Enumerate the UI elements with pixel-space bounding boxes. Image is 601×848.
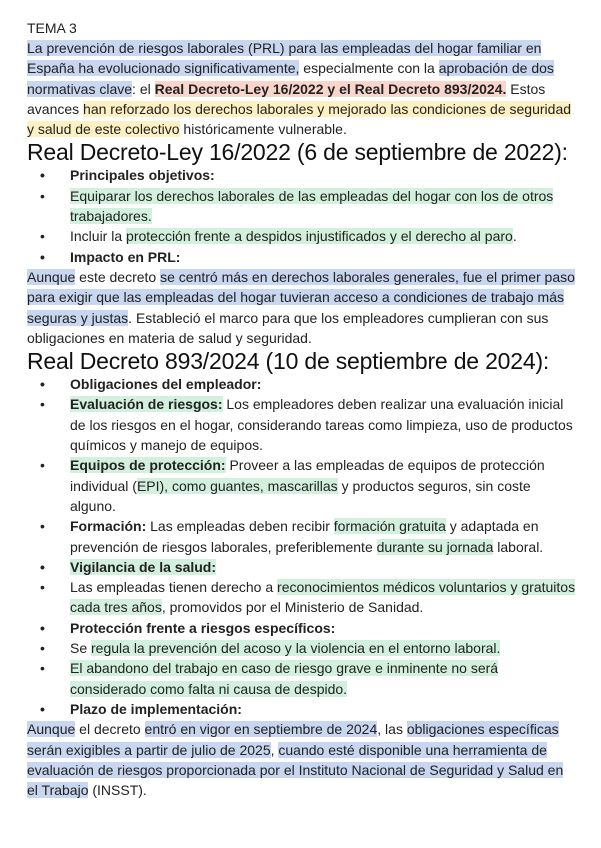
list-item: • Formación: Las empleadas deben recibir formación gratuita y adaptada en prevención de riesgos laborales, preferiblemente durante su jornada laboral. xyxy=(40,518,544,555)
list-item: • Vigilancia de la salud: xyxy=(40,558,217,575)
intro-paragraph: La prevención de riesgos laborales (PRL) para las empleadas del hogar familiar en España ha evolucionado significativamente, especialmente con la aprobación de dos normativas clave: el Real Decreto-Ley 16/2022 y el Real Decreto 893/2024. Estos avances han reforzado los derechos laborales y mejorado las condiciones de seguridad y salud de este colectivo históricamente vulnerable. xyxy=(27,40,572,138)
section2-paragraph: Aunque el decreto entró en vigor en septiembre de 2024, las obligaciones específicas serán exigibles a partir de julio de 2025, cuando esté disponible una herramienta de evaluación de riesgos proporcionada por el Instituto Nacional de Seguridad y Salud en el Trabajo (INSST). xyxy=(27,721,564,799)
list-item: • Incluir la protección frente a despidos injustificados y el derecho al paro. xyxy=(40,228,517,245)
list-item: • Protección frente a riesgos específicos: xyxy=(40,619,336,636)
list-item: • Equiparar los derechos laborales de las empleadas del hogar con los de otros trabajadores. xyxy=(40,187,554,225)
section-heading-rd-893-2024: Real Decreto 893/2024 (10 de septiembre de 2024): xyxy=(27,348,550,375)
list-item: • El abandono del trabajo en caso de riesgo grave e inminente no será considerado como falta ni causa de despido. xyxy=(40,660,499,697)
list-item: • Principales objetivos: xyxy=(40,167,215,184)
section2-list xyxy=(27,374,577,719)
section1-list xyxy=(27,165,577,266)
list-item: • Se regula la prevención del acoso y la violencia en el entorno laboral. xyxy=(40,640,501,657)
list-item: • Equipos de protección: Proveer a las empleadas de equipos de protección individual (EPI), como guantes, mascarillas y productos seguros, sin coste alguno. xyxy=(40,457,545,514)
list-item: • Las empleadas tienen derecho a reconocimientos médicos voluntarios y gratuitos cada tres años, promovidos por el Ministerio de Sanidad. xyxy=(40,579,576,616)
topic-label: TEMA 3 xyxy=(27,20,77,36)
section1-paragraph: Aunque este decreto se centró más en derechos laborales generales, fue el primer paso para exigir que las empleadas del hogar tuvieran acceso a condiciones de trabajo más seguras y justas. Estableció el marco para que los empleadores cumplieran con sus obligaciones en materia de salud y seguridad. xyxy=(27,268,575,346)
list-item: • Obligaciones del empleador: xyxy=(40,376,262,393)
list-item: • Plazo de implementación: xyxy=(40,700,242,717)
list-item: • Evaluación de riesgos: Los empleadores deben realizar una evaluación inicial de los riesgos en el hogar, considerando tareas como limpieza, uso de productos químicos y manejo de equipos. xyxy=(40,396,573,454)
list-item: • Impacto en PRL: xyxy=(40,248,181,265)
section-heading-rdl-16-2022: Real Decreto-Ley 16/2022 (6 de septiembre de 2022): xyxy=(27,139,568,166)
